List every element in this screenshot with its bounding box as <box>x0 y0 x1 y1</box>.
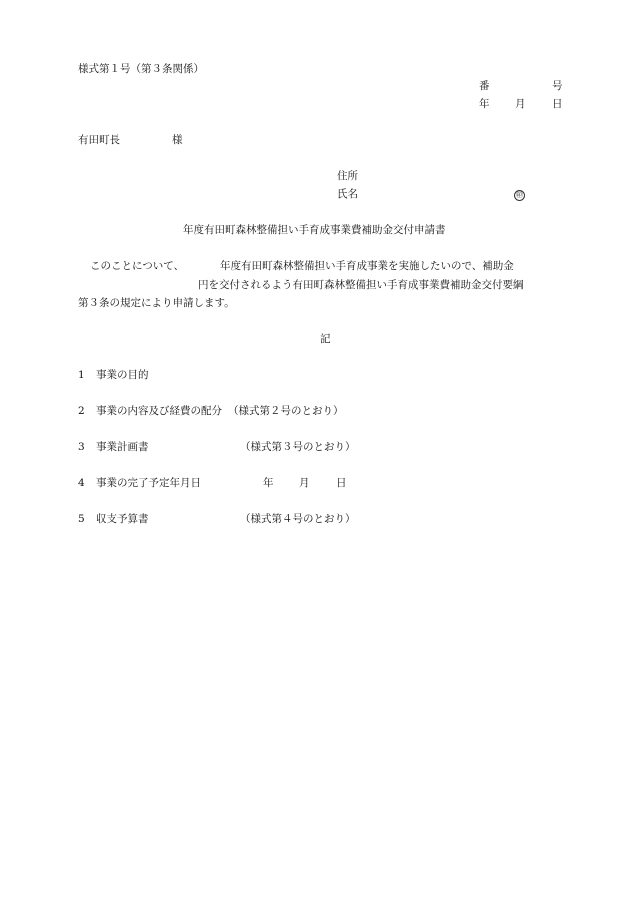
addressee-name: 有田町長 <box>78 134 120 146</box>
item-label: 事業の内容及び経費の配分 <box>96 405 222 417</box>
body-line1-main: 年度有田町森林整備担い手育成事業を実施したいので、補助金 <box>220 260 514 272</box>
form-number: 様式第１号（第３条関係） <box>78 63 204 75</box>
date-year-label: 年 <box>479 98 490 110</box>
item-number: 4 <box>78 477 85 489</box>
address-label: 住所 <box>337 170 358 182</box>
number-go-label: 号 <box>552 80 563 92</box>
body-line3: 第３条の規定により申請します。 <box>78 297 235 309</box>
ki-heading: 記 <box>320 333 331 345</box>
item-number: 2 <box>78 405 85 417</box>
date-day-label: 日 <box>552 98 563 110</box>
item-label: 事業の完了予定年月日 <box>96 477 201 489</box>
item-label: 事業の目的 <box>96 369 149 381</box>
item-number: 1 <box>78 369 85 381</box>
date-month-label: 月 <box>515 98 526 110</box>
item-note: （様式第３号のとおり） <box>240 441 356 453</box>
item-note: （様式第４号のとおり） <box>240 513 356 525</box>
item-number: 5 <box>78 513 85 525</box>
seal-icon <box>514 188 525 201</box>
completion-year-label: 年 <box>263 477 274 489</box>
item-note: （様式第２号のとおり） <box>228 405 344 417</box>
body-line1-prefix: このことについて、 <box>90 260 185 272</box>
item-number: 3 <box>78 441 85 453</box>
addressee-honorific: 様 <box>172 134 183 146</box>
name-label: 氏名 <box>337 188 358 200</box>
completion-day-label: 日 <box>336 477 347 489</box>
item-label: 事業計画書 <box>96 441 149 453</box>
document-title: 年度有田町森林整備担い手育成事業費補助金交付申請書 <box>183 224 446 236</box>
body-line2: 円を交付されるよう有田町森林整備担い手育成事業費補助金交付要綱 <box>198 279 524 291</box>
number-ban-label: 番 <box>479 80 490 92</box>
item-label: 収支予算書 <box>96 513 149 525</box>
seal-mark: ㊞ <box>516 191 523 199</box>
completion-month-label: 月 <box>299 477 310 489</box>
